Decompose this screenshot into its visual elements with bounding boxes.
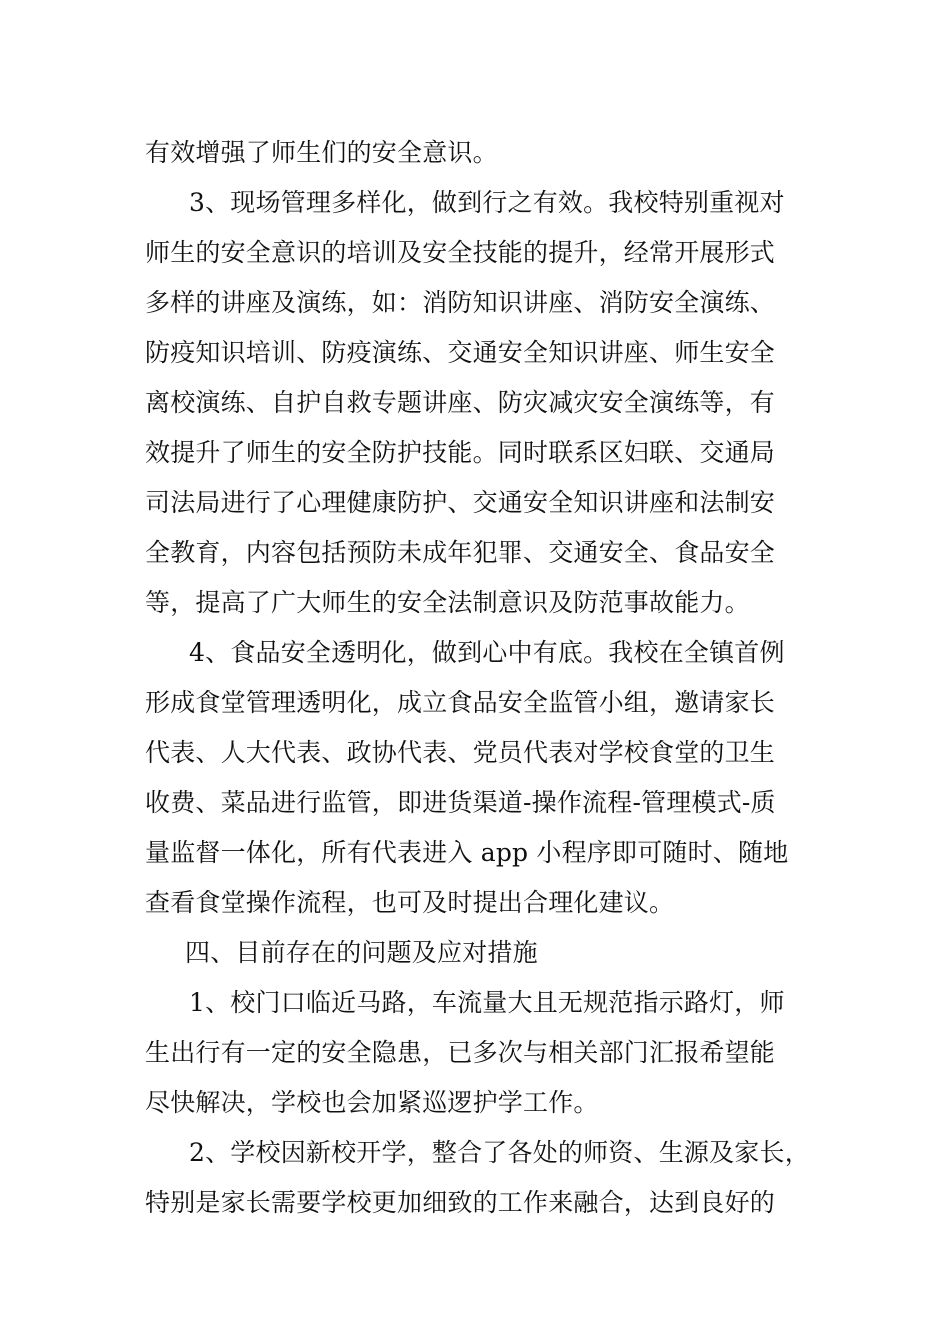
section-heading: 四、目前存在的问题及应对措施 (185, 938, 538, 967)
paragraph-start-line: 2、学校因新校开学，整合了各处的师资、生源及家长， (189, 1138, 810, 1167)
text-line: 效提升了师生的安全防护技能。同时联系区妇联、交通局 (145, 438, 776, 467)
paragraph-start-line: 3、现场管理多样化，做到行之有效。我校特别重视对 (189, 188, 785, 217)
text-line: 尽快解决，学校也会加紧巡逻护学工作。 (145, 1088, 599, 1117)
text-line: 量监督一体化，所有代表进入 app 小程序即可随时、随地 (145, 838, 789, 867)
text-line: 等，提高了广大师生的安全法制意识及防范事故能力。 (145, 588, 750, 617)
text-line: 多样的讲座及演练，如：消防知识讲座、消防安全演练、 (145, 288, 776, 317)
text-line: 离校演练、自护自救专题讲座、防灾减灾安全演练等，有 (145, 388, 776, 417)
text-line: 师生的安全意识的培训及安全技能的提升，经常开展形式 (145, 238, 776, 267)
text-line: 收费、菜品进行监管，即进货渠道-操作流程-管理模式-质 (145, 788, 776, 817)
document-page (145, 128, 815, 1228)
text-line: 防疫知识培训、防疫演练、交通安全知识讲座、师生安全 (145, 338, 776, 367)
text-line: 形成食堂管理透明化，成立食品安全监管小组，邀请家长 (145, 688, 776, 717)
text-line: 生出行有一定的安全隐患，已多次与相关部门汇报希望能 (145, 1038, 776, 1067)
text-line: 特别是家长需要学校更加细致的工作来融合，达到良好的 (145, 1188, 776, 1217)
text-line: 全教育，内容包括预防未成年犯罪、交通安全、食品安全 (145, 538, 776, 567)
text-line: 有效增强了师生们的安全意识。 (145, 138, 498, 167)
text-line: 代表、人大代表、政协代表、党员代表对学校食堂的卫生 (145, 738, 776, 767)
paragraph-start-line: 4、食品安全透明化，做到心中有底。我校在全镇首例 (189, 638, 785, 667)
text-line: 查看食堂操作流程，也可及时提出合理化建议。 (145, 888, 675, 917)
paragraph-start-line: 1、校门口临近马路，车流量大且无规范指示路灯，师 (189, 988, 785, 1017)
text-line: 司法局进行了心理健康防护、交通安全知识讲座和法制安 (145, 488, 776, 517)
